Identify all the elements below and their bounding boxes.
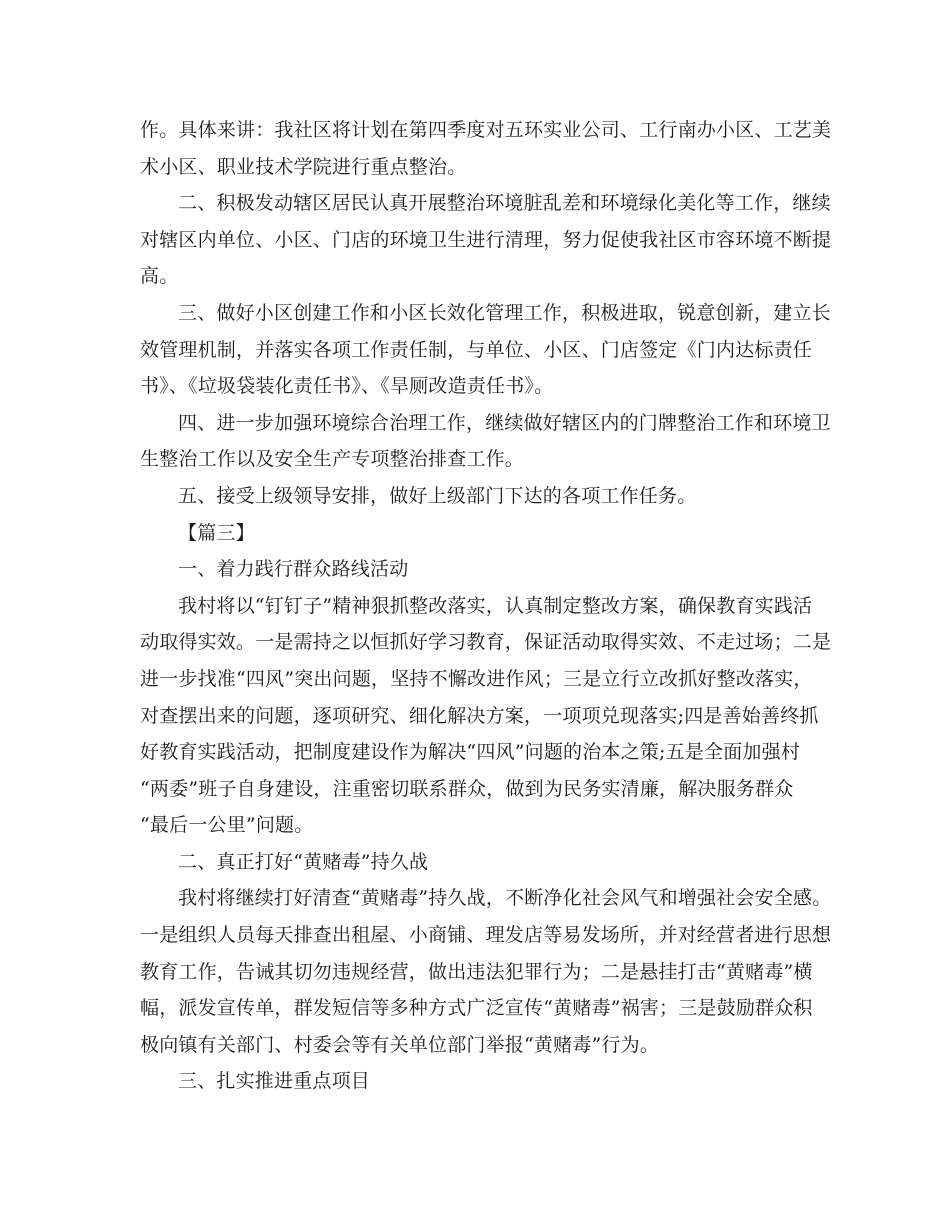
- text-line: 书》、《垃圾袋装化责任书》、《旱厕改造责任书》。: [140, 375, 554, 398]
- document-body: [140, 112, 832, 1100]
- text-line: 幅，派发宣传单，群发短信等多种方式广泛宣传“黄赌毒”祸害；三是鼓励群众积: [140, 997, 813, 1020]
- text-line: “最后一公里”问题。: [140, 814, 314, 837]
- text-line: 二、真正打好“黄赌毒”持久战: [178, 850, 429, 873]
- text-line: 作。具体来讲：我社区将计划在第四季度对五环实业公司、工行南办小区、工艺美: [140, 119, 832, 141]
- text-line: 动取得实效。一是需持之以恒抓好学习教育，保证活动取得实效、不走过场；二是: [140, 631, 832, 654]
- text-line: 进一步找准“四风”突出问题，坚持不懈改进作风；三是立行立改抓好整改落实，: [140, 667, 813, 690]
- text-line: 生整治工作以及安全生产专项整治排查工作。: [140, 448, 525, 471]
- text-line: 术小区、职业技术学院进行重点整治。: [140, 155, 467, 178]
- text-line: 对查摆出来的问题，逐项研究、细化解决方案，一项项兑现落实;四是善始善终抓: [140, 704, 819, 727]
- text-line: 五、接受上级领导安排，做好上级部门下达的各项工作任务。: [178, 484, 697, 507]
- text-line: 二、积极发动辖区居民认真开展整治环境脏乱差和环境绿化美化等工作，继续: [178, 192, 831, 215]
- text-line: 我村将以“钉钉子”精神狠抓整改落实，认真制定整改方案，确保教育实践活: [178, 594, 813, 617]
- text-line: 教育工作，告诫其切勿违规经营，做出违法犯罪行为；二是悬挂打击“黄赌毒”横: [140, 960, 813, 983]
- text-line: 效管理机制，并落实各项工作责任制，与单位、小区、门店签定《门内达标责任: [140, 338, 813, 361]
- text-line: 三、做好小区创建工作和小区长效化管理工作，积极进取，锐意创新，建立长: [178, 301, 831, 324]
- text-line: 高。: [140, 265, 179, 288]
- text-line: 好教育实践活动，把制度建设作为解决“四风”问题的治本之策;五是全面加强村: [140, 741, 801, 764]
- text-line: “两委”班子自身建设，注重密切联系群众，做到为民务实清廉，解决服务群众: [140, 777, 794, 800]
- text-line: 极向镇有关部门、村委会等有关单位部门举报“黄赌毒”行为。: [140, 1033, 660, 1056]
- text-line: 我村将继续打好清查“黄赌毒”持久战，不断净化社会风气和增强社会安全感。: [178, 887, 832, 910]
- text-line: 四、进一步加强环境综合治理工作，继续做好辖区内的门牌整治工作和环境卫: [178, 411, 831, 434]
- text-line: 三、扎实推进重点项目: [178, 1070, 371, 1093]
- text-line: 一是组织人员每天排查出租屋、小商铺、理发店等易发场所，并对经营者进行思想: [140, 924, 832, 947]
- text-line: 一、着力践行群众路线活动: [178, 558, 409, 581]
- text-line: 对辖区内单位、小区、门店的环境卫生进行清理，努力促使我社区市容环境不断提: [140, 228, 832, 251]
- text-line: 【篇三】: [178, 521, 255, 544]
